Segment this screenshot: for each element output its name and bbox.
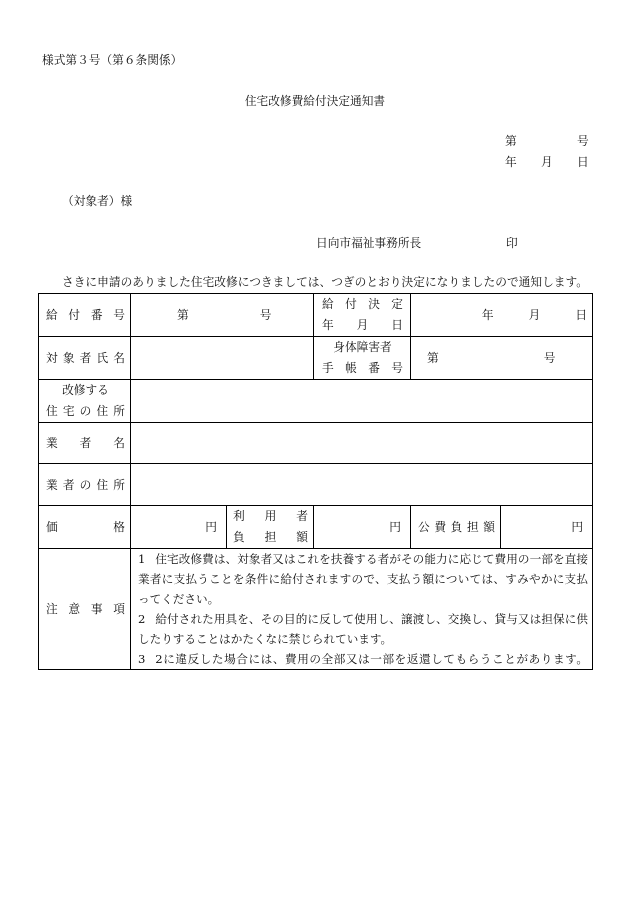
decision-table xyxy=(38,293,593,670)
note-3-line-1: 3 2に違反した場合には、費用の全部又は一部を返還してもらうことがあります。 xyxy=(138,652,589,666)
public-share-unit: 円 xyxy=(571,520,584,534)
seal-mark: 印 xyxy=(506,236,518,250)
recipient-name-field xyxy=(131,337,314,380)
row-recipient xyxy=(39,337,593,380)
disability-certificate-prefix: 第 xyxy=(427,351,439,365)
benefit-number-label: 給 付 番 号 xyxy=(39,294,131,337)
benefit-number-suffix: 号 xyxy=(259,308,272,322)
price-field xyxy=(131,506,227,549)
contractor-name-field xyxy=(131,423,593,464)
user-share-field xyxy=(314,506,411,549)
row-amounts xyxy=(39,506,593,549)
note-1-number: 1 xyxy=(138,552,146,566)
property-address-field xyxy=(131,380,593,423)
notice-date-day: 日 xyxy=(577,155,589,169)
row-notes xyxy=(39,549,593,670)
note-3-number: 3 xyxy=(138,652,146,666)
user-share-unit: 円 xyxy=(389,520,401,534)
user-share-label: 利 用 者 負 担 額 xyxy=(227,506,314,549)
benefit-number-prefix: 第 xyxy=(177,308,189,322)
note-2-line-1: 2 給付された用具を、その目的に反して使用し、譲渡し、交換し、貸与又は担保に供 xyxy=(138,612,589,626)
addressee: （対象者）様 xyxy=(62,194,133,208)
document-title: 住宅改修費給付決定通知書 xyxy=(244,94,386,108)
decision-date-label: 給 付 決 定 年 月 日 xyxy=(314,294,411,337)
form-number: 様式第３号（第６条関係） xyxy=(42,53,183,67)
disability-certificate-suffix: 号 xyxy=(543,351,556,365)
price-label: 価 格 xyxy=(39,506,131,549)
disability-certificate-label: 身体障害者 手 帳 番 号 xyxy=(314,337,411,380)
notes-text xyxy=(131,549,593,670)
row-contractor-name xyxy=(39,423,593,464)
note-1-line-2: 業者に支払うことを条件に給付されますので、支払う額については、すみやかに支払 xyxy=(138,572,589,586)
note-1-line-3: ってください。 xyxy=(138,592,220,606)
public-share-field xyxy=(501,506,593,549)
row-benefit-number xyxy=(39,294,593,337)
contractor-address-field xyxy=(131,464,593,506)
issuer-name: 日向市福祉事務所長 xyxy=(316,236,422,250)
recipient-name-label: 対 象 者 氏 名 xyxy=(39,337,131,380)
note-1-line-1: 1 住宅改修費は、対象者又はこれを扶養する者がその能力に応じて費用の一部を直接 xyxy=(138,552,589,566)
note-2-line-2: したりすることはかたくなに禁じられています。 xyxy=(138,632,393,646)
benefit-number-field xyxy=(131,294,314,337)
decision-date-month: 月 xyxy=(528,308,541,322)
row-contractor-address xyxy=(39,464,593,506)
property-address-label: 改修する 住 宅 の 住 所 xyxy=(39,380,131,423)
note-2-number: 2 xyxy=(138,612,146,626)
notes-label: 注 意 事 項 xyxy=(39,549,131,670)
disability-certificate-field xyxy=(411,337,593,380)
notice-number-prefix: 第 xyxy=(505,134,517,148)
intro-text: さきに申請のありました住宅改修につきましては、つぎのとおり決定になりましたので通知します。 xyxy=(62,275,588,289)
contractor-address-label: 業 者 の 住 所 xyxy=(39,464,131,506)
public-share-label: 公 費 負 担 額 xyxy=(411,506,501,549)
notice-date-year: 年 xyxy=(505,155,517,169)
decision-date-day: 日 xyxy=(575,308,588,322)
decision-date-year: 年 xyxy=(481,308,494,322)
notice-date-month: 月 xyxy=(541,155,553,169)
price-unit: 円 xyxy=(205,520,217,534)
row-property-address xyxy=(39,380,593,423)
contractor-name-label: 業 者 名 xyxy=(39,423,131,464)
decision-date-field xyxy=(411,294,593,337)
notice-number-suffix: 号 xyxy=(577,134,589,148)
